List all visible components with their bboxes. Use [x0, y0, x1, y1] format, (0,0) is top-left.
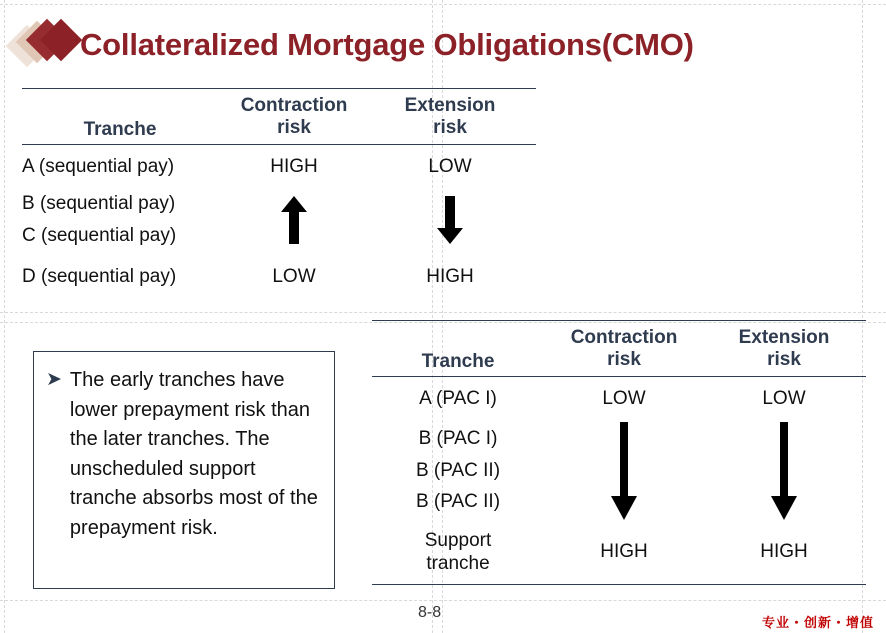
cell-tranche: B (PAC I) — [418, 427, 498, 449]
slide-header — [0, 14, 886, 76]
cell-tranche: Support — [424, 529, 492, 551]
column-header-contraction-risk: Contraction risk — [570, 327, 678, 371]
cell-contraction-risk: LOW — [602, 387, 646, 409]
cell-tranche-cont: tranche — [426, 553, 490, 575]
column-header-extension-risk: Extension risk — [738, 327, 830, 371]
table-row — [22, 183, 536, 257]
cell-tranche: A (PAC I) — [419, 387, 497, 409]
table-body — [372, 377, 866, 576]
cell-tranche: B (sequential pay) — [22, 192, 176, 214]
arrow-down-icon — [611, 422, 637, 520]
table-body — [22, 145, 536, 293]
guide-line-horizontal — [0, 312, 886, 313]
cell-tranche: A (sequential pay) — [22, 155, 175, 177]
cmo-sequential-pay-table — [22, 88, 536, 292]
cell-contraction-risk: HIGH — [270, 155, 318, 177]
logo-diamonds-icon — [10, 19, 76, 71]
table-header-row — [22, 89, 536, 144]
cell-extension-risk: LOW — [428, 155, 472, 177]
guide-line-horizontal — [0, 4, 886, 5]
page-number: 8-8 — [418, 604, 442, 621]
cell-tranche: B (PAC II) — [415, 491, 501, 513]
table-row — [372, 377, 866, 415]
arrow-down-icon — [771, 422, 797, 520]
column-header-tranche: Tranche — [421, 351, 495, 373]
table-header-row — [372, 321, 866, 376]
table-row — [372, 415, 866, 527]
column-header-tranche: Tranche — [83, 119, 157, 141]
column-header-contraction-risk: Contraction risk — [240, 95, 348, 139]
cell-tranche: C (sequential pay) — [22, 224, 177, 246]
cell-contraction-risk: LOW — [272, 265, 316, 287]
guide-line-horizontal — [0, 600, 886, 601]
table-bottom-rule — [372, 584, 866, 585]
cell-extension-arrow — [370, 183, 530, 257]
page-title: Collateralized Mortgage Obligations(CMO) — [80, 27, 694, 62]
note-box — [33, 351, 335, 589]
cell-contraction-arrow — [544, 415, 704, 527]
bullet-arrow-icon: ➤ — [46, 369, 62, 390]
cell-extension-risk: LOW — [762, 387, 806, 409]
cell-extension-arrow — [704, 415, 864, 527]
table-row — [22, 145, 536, 183]
footer-brand: 专业・创新・增值 — [761, 615, 874, 630]
cell-tranche: B (PAC II) — [415, 459, 501, 481]
cell-extension-risk: HIGH — [760, 541, 808, 563]
cell-extension-risk: HIGH — [426, 265, 474, 287]
table-row — [372, 527, 866, 577]
arrow-down-icon — [437, 196, 463, 244]
note-text: The early tranches have lower prepayment risk than the later tranches. The unscheduled support tranche absorbs most of the prepayment risk. — [69, 369, 318, 539]
table-row — [22, 257, 536, 293]
pac-table — [372, 320, 866, 585]
cell-contraction-arrow — [218, 183, 370, 257]
cell-tranche: D (sequential pay) — [22, 265, 177, 287]
guide-line-vertical — [4, 0, 5, 633]
column-header-extension-risk: Extension risk — [404, 95, 496, 139]
cell-contraction-risk: HIGH — [600, 541, 648, 563]
arrow-up-icon — [281, 196, 307, 244]
